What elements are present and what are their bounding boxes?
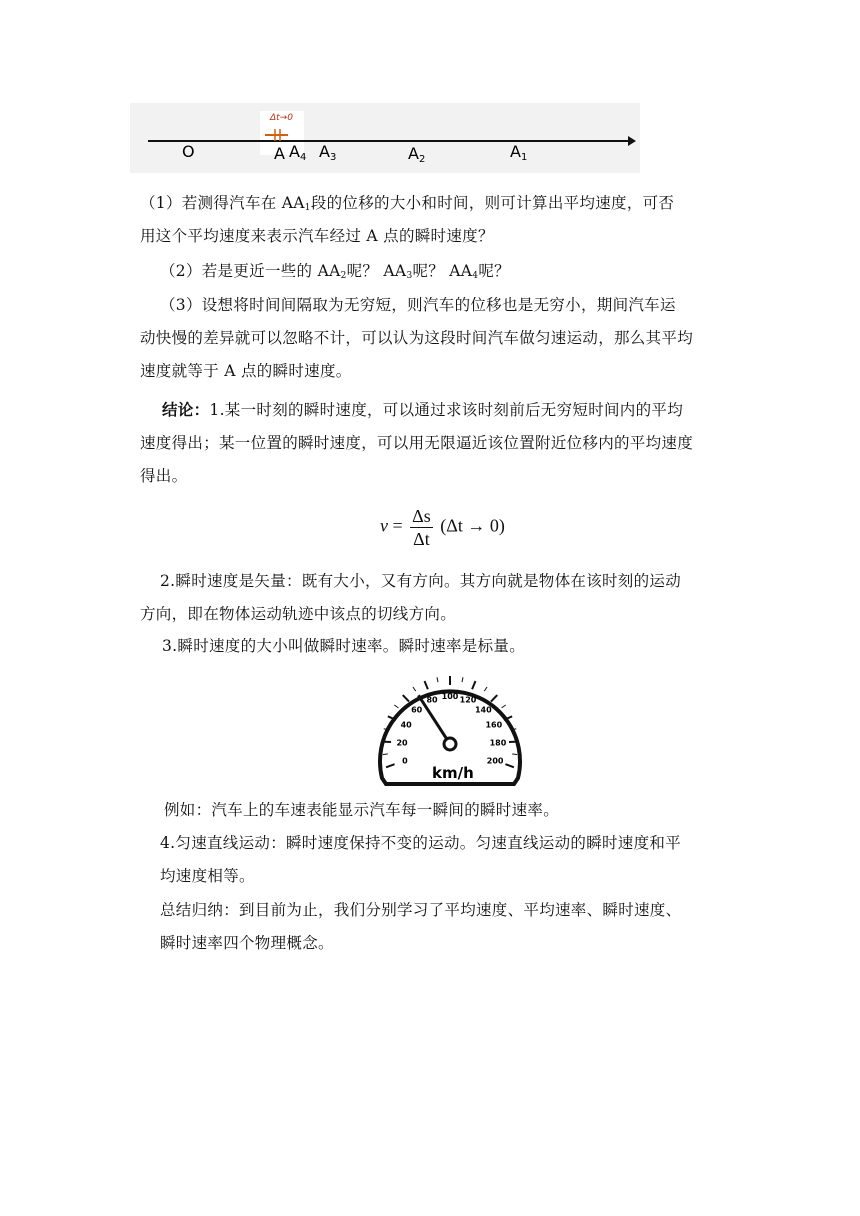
number-line-figure <box>130 103 640 173</box>
label-A1-sub: 1 <box>521 152 528 163</box>
speedometer-tick-label: 40 <box>400 720 412 730</box>
formula-numerator: Δs <box>412 506 431 526</box>
speedometer-tick <box>491 695 497 701</box>
label-A1: A <box>510 142 521 161</box>
speedometer-tick <box>484 687 487 691</box>
conclusion-text-1: 1.某一时刻的瞬时速度，可以通过求该时刻前后无穷短时间内的平均 <box>209 401 683 419</box>
summary-line-2: 瞬时速率四个物理概念。 <box>160 934 334 952</box>
speedometer-tick <box>472 681 475 689</box>
label-A4: A <box>289 142 300 161</box>
question-1-line-1 <box>140 188 740 223</box>
speedometer-svg <box>372 666 528 788</box>
speedometer-tick <box>462 677 463 682</box>
formula-condition: (Δt → 0) <box>440 515 505 536</box>
example-text: 例如：汽车上的车速表能显示汽车每一瞬间的瞬时速率。 <box>164 801 560 819</box>
formula-equals: = <box>392 515 403 536</box>
question-2 <box>160 256 760 291</box>
speedometer-tick-label: 0 <box>402 756 408 766</box>
point-2-line-2: 方向，即在物体运动轨迹中该点的切线方向。 <box>140 605 457 623</box>
formula-v: v <box>380 515 388 536</box>
speedometer-tick-label: 100 <box>441 692 459 701</box>
label-A: A <box>274 144 285 163</box>
q1-text-b: 段的位移的大小和时间，则可计算出平均速度，可否 <box>310 194 675 212</box>
label-A3: A <box>319 142 330 161</box>
point-4-line-1: 4.匀速直线运动：瞬时速度保持不变的运动。匀速直线运动的瞬时速度和平 <box>160 834 681 852</box>
speedometer-tick-label: 140 <box>474 705 492 715</box>
question-3-line-2: 动快慢的差异就可以忽略不计，可以认为这段时间汽车做匀速运动，那么其平均 <box>140 329 694 347</box>
label-A4-sub: 4 <box>300 152 307 163</box>
speedometer-tick <box>437 677 438 682</box>
point-4-line-2: 均速度相等。 <box>160 867 255 885</box>
formula-fraction <box>410 505 433 550</box>
question-3-line-1: （3）设想将时间间隔取为无穷短，则汽车的位移也是无穷小，期间汽车运 <box>160 296 676 314</box>
speedometer-tick-label: 120 <box>459 695 477 705</box>
velocity-formula <box>380 505 505 550</box>
q2-text-c: 呢？ AA <box>412 262 473 280</box>
speedometer-tick <box>403 695 409 701</box>
speedometer-tick-label: 160 <box>485 720 503 730</box>
q2-text-d: 呢？ <box>478 262 510 280</box>
point-2-line-1: 2.瞬时速度是矢量：既有大小，又有方向。其方向就是物体在该时刻的运动 <box>160 572 681 590</box>
speedometer-tick-label: 80 <box>426 695 438 705</box>
question-1-line-2: 用这个平均速度来表示汽车经过 A 点的瞬时速度？ <box>140 227 494 245</box>
conclusion-line-2: 速度得出；某一位置的瞬时速度，可以用无限逼近该位置附近位移内的平均速度 <box>140 434 694 452</box>
label-A2-sub: 2 <box>419 154 426 165</box>
speedometer-tick-label: 200 <box>486 756 504 766</box>
axis-arrowhead <box>628 136 636 146</box>
question-3-line-3: 速度就等于 A 点的瞬时速度。 <box>140 362 352 380</box>
needle-hub <box>444 738 456 750</box>
formula-denominator: Δt <box>413 529 430 549</box>
q1-text-a: （1）若测得汽车在 AA <box>140 194 305 212</box>
speedometer-tick <box>413 687 416 691</box>
summary-line-1: 总结归纳：到目前为止，我们分别学习了平均速度、平均速率、瞬时速度、 <box>160 901 682 919</box>
q1-sub: 1 <box>304 203 311 213</box>
speedometer-figure <box>372 666 528 788</box>
speedometer-tick <box>502 705 506 708</box>
speedometer-tick-label: 60 <box>411 705 423 715</box>
point-3: 3.瞬时速度的大小叫做瞬时速率。瞬时速率是标量。 <box>162 637 525 655</box>
speedometer-tick-label: 20 <box>396 738 408 748</box>
label-A2: A <box>408 144 419 163</box>
number-line-svg <box>130 103 640 173</box>
conclusion-line-1 <box>162 395 762 425</box>
q2-text-b: 呢？ AA <box>346 262 407 280</box>
speedometer-tick <box>394 705 398 708</box>
q2-sub-4: 4 <box>472 271 479 281</box>
speed-unit: km/h <box>432 764 474 782</box>
delta-label: Δt→0 <box>270 113 293 123</box>
q2-sub-2: 2 <box>340 271 347 281</box>
conclusion-label: 结论： <box>162 400 210 419</box>
q2-text-a: （2）若是更近一些的 AA <box>160 262 341 280</box>
speedometer-tick <box>425 681 428 689</box>
label-O: O <box>182 142 195 161</box>
speedometer-tick-label: 180 <box>489 738 507 748</box>
conclusion-line-3: 得出。 <box>140 467 188 485</box>
label-A3-sub: 3 <box>330 152 337 163</box>
q2-sub-3: 3 <box>406 271 413 281</box>
